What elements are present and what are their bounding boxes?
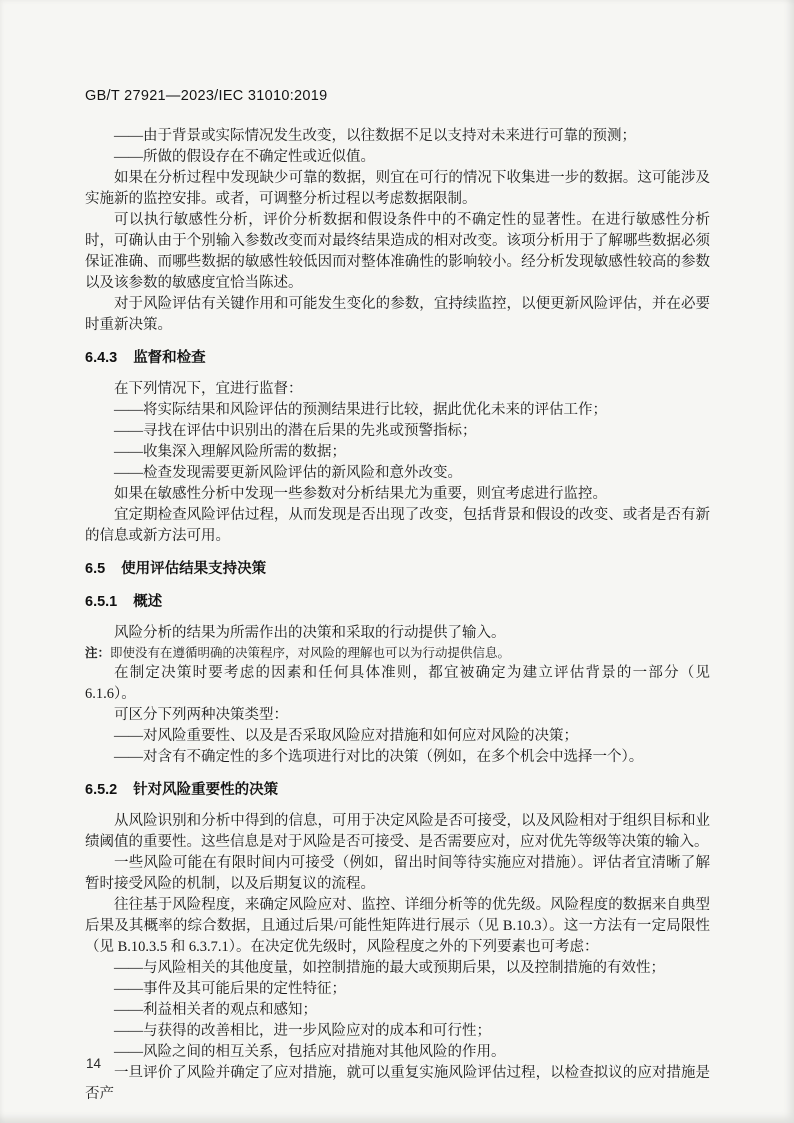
list-item: ——将实际结果和风险评估的预测结果进行比较，据此优化未来的评估工作； [114,402,607,418]
list-item: ——检查发现需要更新风险评估的新风险和意外改变。 [114,465,462,481]
section-heading: 6.5.1 概述 [85,594,163,610]
list-item: ——收集深入理解风险所需的数据； [114,444,346,460]
paragraph: 风险分析的结果为所需作出的决策和采取的行动提供了输入。 [114,625,506,641]
list-item: ——所做的假设存在不确定性或近似值。 [114,149,375,165]
paragraph: 如果在分析过程中发现缺少可靠的数据，则宜在可行的情况下收集进一步的数据。这可能涉及实施新的监控安排。或者，可调整分析过程以考虑数据限制。 [85,170,710,207]
heading-number: 6.5 [85,561,106,577]
paragraph: 在下列情况下，宜进行监督： [114,381,303,397]
heading-number: 6.5.1 [85,594,118,610]
paragraph: 如果在敏感性分析中发现一些参数对分析结果尤为重要，则宜考虑进行监控。 [114,486,607,502]
paragraph: 往往基于风险程度，来确定风险应对、监控、详细分析等的优先级。风险程度的数据来自典型后果及其概率的综合数据，且通过后果/可能性矩阵进行展示（见 B.10.3）。这一方法有一定局限性（见 B.10.3.5 和 6.3.7.1）。在决定优先级时，风险程度之外的下列要素也可考虑： [85,897,710,955]
heading-number: 6.4.3 [85,350,118,366]
paragraph: 一旦评价了风险并确定了应对措施，就可以重复实施风险评估过程，以检查拟议的应对措施是否产 [85,1065,710,1102]
list-item: ——利益相关者的观点和感知； [114,1002,317,1018]
paragraph: 可以执行敏感性分析，评价分析数据和假设条件中的不确定性的显著性。在进行敏感性分析时，可确认由于个别输入参数改变而对最终结果造成的相对改变。该项分析用于了解哪些数据必须保证准确、而哪些数据的敏感性较低因而对整体准确性的影响较小。经分析发现敏感性较高的参数以及该参数的敏感度宜恰当陈述。 [85,212,710,291]
list-item: ——风险之间的相互关系，包括应对措施对其他风险的作用。 [114,1044,506,1060]
paragraph: 一些风险可能在有限时间内可接受（例如，留出时间等待实施应对措施）。评估者宜清晰了解暂时接受风险的机制，以及后期复议的流程。 [85,855,710,892]
page-number: 14 [86,1056,102,1071]
note: 注：即使没有在遵循明确的决策程序，对风险的理解也可以为行动提供信息。 [85,646,511,660]
list-item: ——寻找在评估中识别出的潜在后果的先兆或预警指标； [114,423,477,439]
paragraph: 从风险识别和分析中得到的信息，可用于决定风险是否可接受，以及风险相对于组织目标和业绩阈值的重要性。这些信息是对于风险是否可接受、是否需要应对，应对优先等级等决策的输入。 [85,813,710,850]
note-label: 注： [85,646,111,660]
paragraph: 对于风险评估有关键作用和可能发生变化的参数，宜持续监控，以便更新风险评估，并在必要时重新决策。 [85,296,710,333]
list-item: ——由于背景或实际情况发生改变，以往数据不足以支持对未来进行可靠的预测； [114,128,636,144]
section-heading: 6.5 使用评估结果支持决策 [85,561,267,577]
standard-number: GB/T 27921—2023/IEC 31010:2019 [85,88,328,104]
section-heading: 6.4.3 监督和检查 [85,350,206,366]
paragraph: 宜定期检查风险评估过程，从而发现是否出现了改变，包括背景和假设的改变、或者是否有新的信息或新方法可用。 [85,507,710,544]
section-heading: 6.5.2 针对风险重要性的决策 [85,782,279,798]
document-body [85,126,710,1105]
paragraph: 可区分下列两种决策类型： [114,707,288,723]
list-item: ——事件及其可能后果的定性特征； [114,981,346,997]
heading-number: 6.5.2 [85,782,118,798]
list-item: ——对含有不确定性的多个选项进行对比的决策（例如，在多个机会中选择一个）。 [114,749,644,765]
list-item: ——与风险相关的其他度量，如控制措施的最大或预期后果，以及控制措施的有效性； [114,960,665,976]
list-item: ——与获得的改善相比，进一步风险应对的成本和可行性； [114,1023,491,1039]
paragraph: 在制定决策时要考虑的因素和任何具体准则，都宜被确定为建立评估背景的一部分（见 6.1.6）。 [85,665,710,702]
list-item: ——对风险重要性、以及是否采取风险应对措施和如何应对风险的决策； [114,728,578,744]
